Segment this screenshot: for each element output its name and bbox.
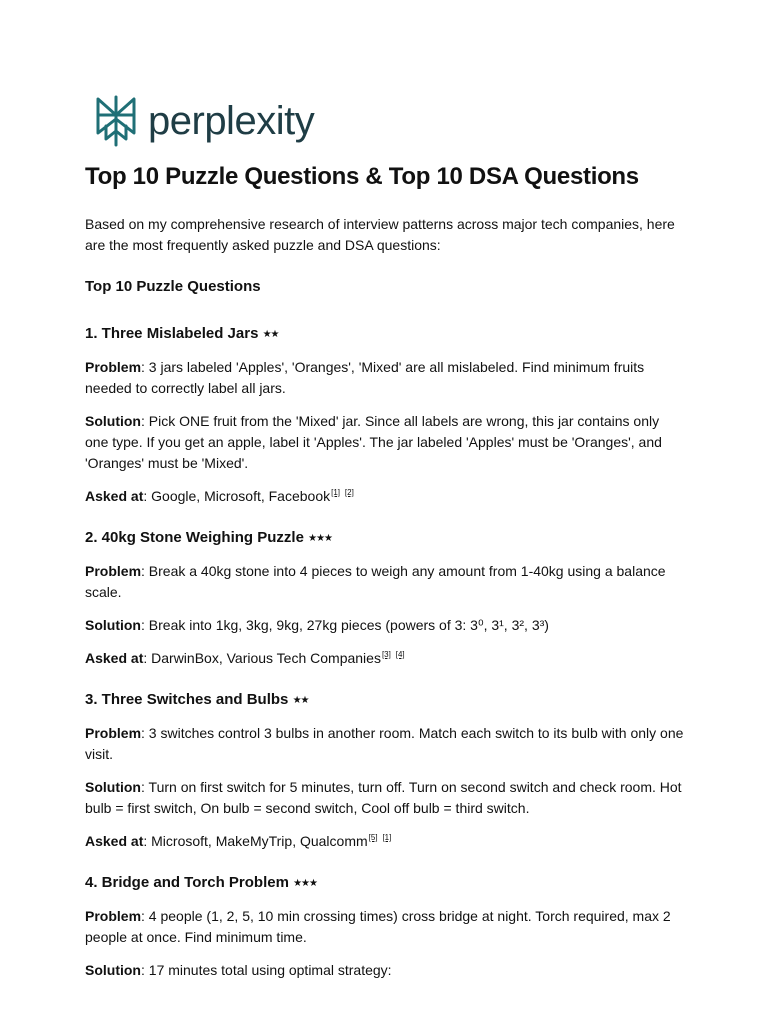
puzzle-problem: Problem: Break a 40kg stone into 4 pieces to weigh any amount from 1-40kg using a balance scale.: [85, 563, 666, 600]
puzzle-solution: Solution: Pick ONE fruit from the 'Mixed' jar. Since all labels are wrong, this jar contains only one type. If you get an apple, label it 'Apples'. The jar labeled 'Apples' must be 'Oranges', and 'Oranges' must be 'Mixed'.: [85, 413, 662, 471]
difficulty-stars: ★★: [292, 695, 309, 706]
difficulty-stars: ★★: [262, 329, 279, 340]
citation-link[interactable]: [2]: [344, 488, 354, 497]
puzzle-title: 1. Three Mislabeled Jars ★★: [85, 325, 279, 342]
citation-link[interactable]: [4]: [395, 650, 405, 659]
puzzle-title: 3. Three Switches and Bulbs ★★: [85, 691, 309, 708]
puzzle-solution: Solution: Break into 1kg, 3kg, 9kg, 27kg pieces (powers of 3: 3⁰, 3¹, 3², 3³): [85, 617, 549, 633]
puzzle-problem: Problem: 4 people (1, 2, 5, 10 min crossing times) cross bridge at night. Torch required, max 2 people at once. Find minimum time.: [85, 908, 671, 945]
puzzle-asked-at: Asked at: Google, Microsoft, Facebook[1] [2]: [85, 488, 354, 504]
puzzle-item: [85, 872, 685, 981]
citation-link[interactable]: [1]: [382, 833, 392, 842]
puzzle-item: [85, 689, 685, 852]
page-title: Top 10 Puzzle Questions & Top 10 DSA Questions: [85, 163, 639, 190]
citation-link[interactable]: [1]: [331, 488, 341, 497]
puzzle-solution: Solution: Turn on first switch for 5 minutes, turn off. Turn on second switch and check room. Hot bulb = first switch, On bulb = second switch, Cool off bulb = third switch.: [85, 779, 682, 816]
difficulty-stars: ★★★: [293, 878, 317, 889]
citation-link[interactable]: [5]: [368, 833, 378, 842]
citation-link[interactable]: [3]: [381, 650, 391, 659]
perplexity-logo: [94, 94, 314, 148]
difficulty-stars: ★★★: [308, 533, 333, 544]
section-title: Top 10 Puzzle Questions: [85, 278, 261, 295]
puzzle-title: 2. 40kg Stone Weighing Puzzle ★★★: [85, 529, 333, 546]
puzzle-item: [85, 527, 685, 669]
puzzle-asked-at: Asked at: Microsoft, MakeMyTrip, Qualcomm[5] [1]: [85, 833, 392, 849]
puzzle-problem: Problem: 3 jars labeled 'Apples', 'Oranges', 'Mixed' are all mislabeled. Find minimum fruits needed to correctly label all jars.: [85, 359, 645, 396]
puzzle-title: 4. Bridge and Torch Problem ★★★: [85, 874, 317, 891]
puzzle-asked-at: Asked at: DarwinBox, Various Tech Companies[3] [4]: [85, 650, 405, 666]
perplexity-logo-icon: [94, 95, 138, 147]
puzzle-solution: Solution: 17 minutes total using optimal strategy:: [85, 962, 392, 978]
intro-paragraph: Based on my comprehensive research of interview patterns across major tech companies, here are the most frequently asked puzzle and DSA questions:: [85, 216, 675, 253]
puzzle-item: [85, 323, 685, 507]
puzzle-problem: Problem: 3 switches control 3 bulbs in another room. Match each switch to its bulb with only one visit.: [85, 725, 684, 762]
document-body: [85, 158, 685, 993]
brand-name: perplexity: [148, 98, 315, 143]
